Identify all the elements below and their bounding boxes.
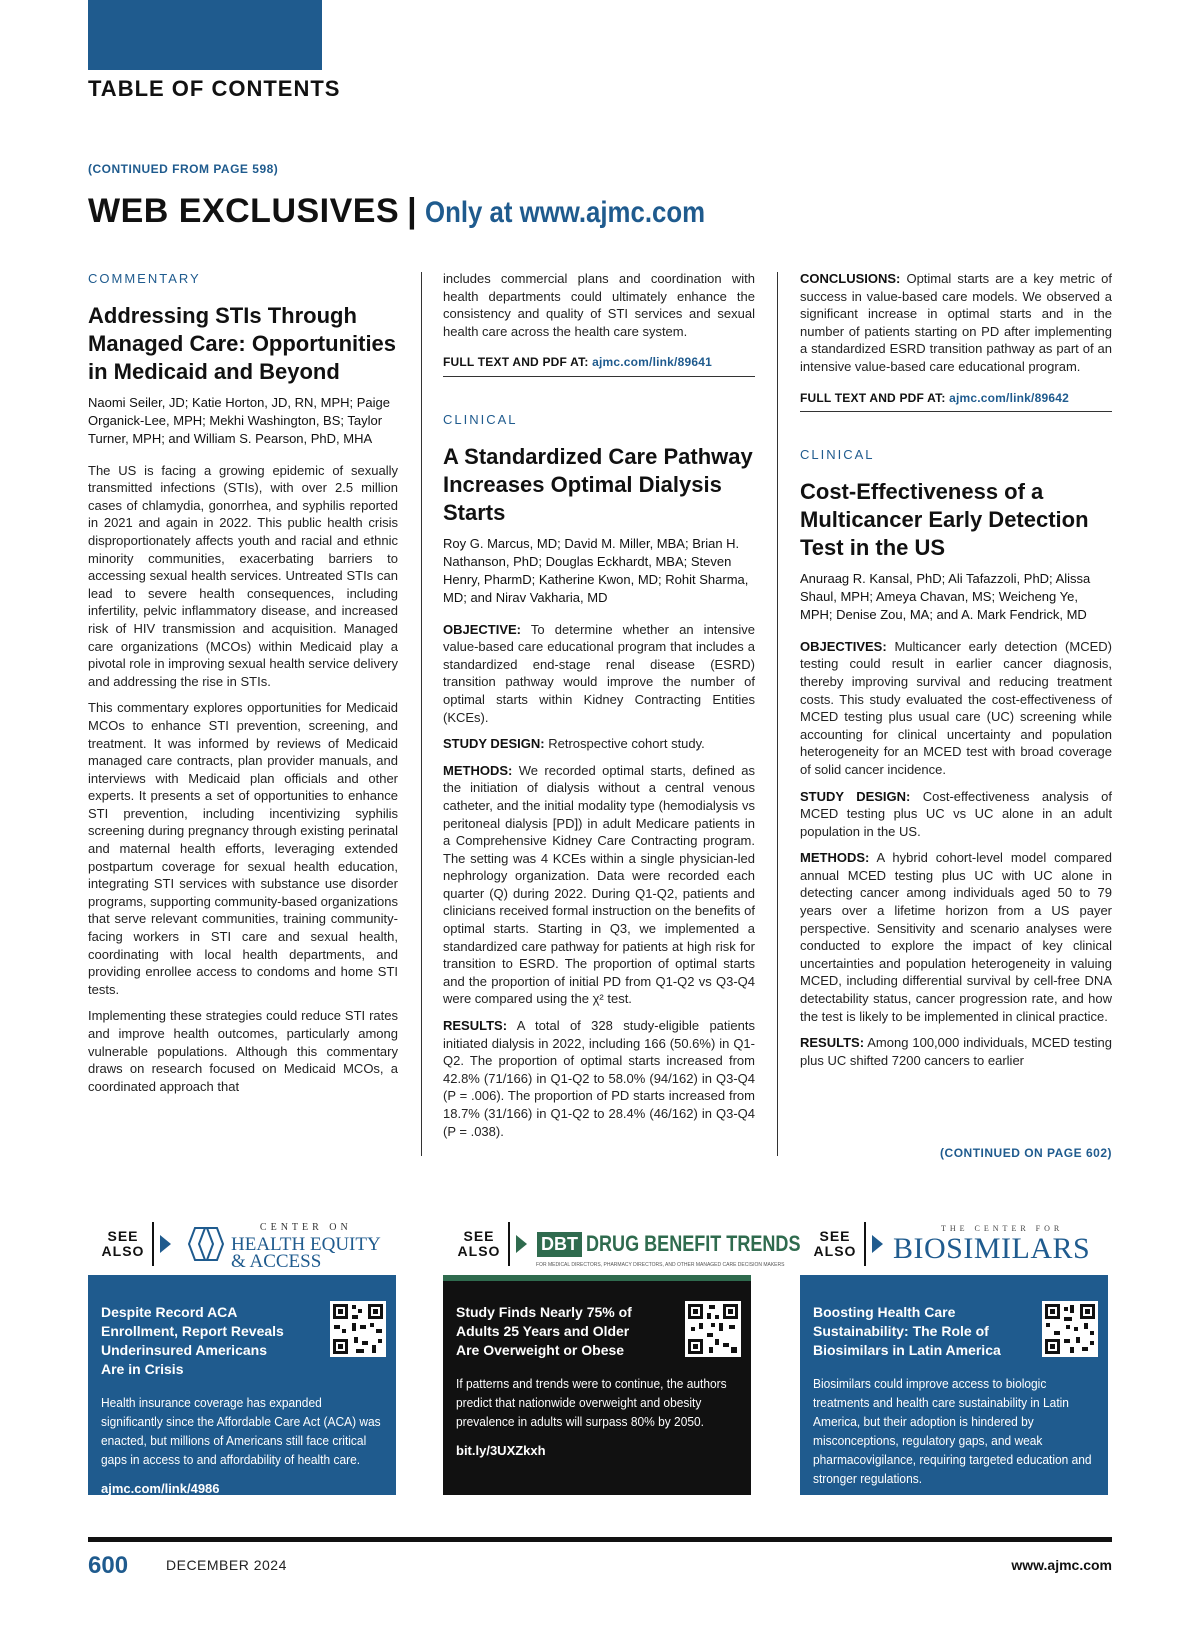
article-column-1 [88,270,398,1104]
promo-card[interactable] [800,1275,1108,1515]
health-equity-logo [181,1219,381,1270]
section-heading: TABLE OF CONTENTS [88,76,341,101]
article-column-3 [800,270,1112,1078]
article-authors: Roy G. Marcus, MD; David M. Miller, MBA; Brian H. Nathanson, PhD; Douglas Eckhardt, MBA; Steven Henry, PharmD; Katherine Kwon, MD; Rohit Sharma, MD; and Nirav Vakharia, MD [443,535,749,605]
see-also-label: SEE ALSO [101,1228,145,1259]
brand-big: BIOSIMILARS [893,1231,1091,1265]
fulltext-label: FULL TEXT AND PDF AT: [800,390,946,405]
brand-tagline: FOR MEDICAL DIRECTORS, PHARMACY DIRECTORS, AND OTHER MANAGED CARE DECISION MAKERS [536,1262,785,1268]
footer-site-link[interactable]: www.ajmc.com [1011,1557,1112,1573]
promo-card-title: Despite Record ACA Enrollment, Report Reveals Underinsured Americans Are in Crisis [101,1304,284,1377]
see-also-label: SEE ALSO [813,1228,857,1259]
article-title: Cost-Effectiveness of a Multicancer Early Detection Test in the US [800,478,1089,560]
abstract-study-design: STUDY DESIGN: Cost-effectiveness analysis of MCED testing plus UC vs UC alone in an adult population in the US. [800,788,1112,839]
promo-card-body: If patterns and trends were to continue, the authors predict that nationwide overweight and obesity prevalence in adults will surpass 80% by 2050. [456,1376,727,1429]
biosimilars-logo [893,1224,1090,1265]
brand-box: DBT [537,1232,582,1257]
title-separator: | [407,192,417,230]
article-paragraph: Implementing these strategies could reduce STI rates and improve health outcomes, particularly among vulnerable populations. Although this commentary draws on research focused on Medicaid MCOs, a coordinated approach that [88,1008,398,1094]
column-divider [777,272,778,1156]
article-paragraph: This commentary explores opportunities for Medicaid MCOs to enhance STI prevention, screening, and treatment. It was informed by reviews of Medicaid managed care contracts, plan provider manuals, and interviews with Medicaid plan officials and other experts. It presents a set of opportunities to enhance STI prevention, including incentivizing syphilis screening during pregnancy through existing perinatal and maternal health efforts, leveraging extended postpartum coverage for sexual health education, integrating STI services with substance use disorder programs, supporting community-based organizations that serve relevant communities, training community-facing workers in STI care and sexual health, coordinating with local health departments, and providing enrollee access to condoms and home STI tests. [88,700,398,997]
article-title: A Standardized Care Pathway Increases Optimal Dialysis Starts [443,443,753,525]
article-category: CLINICAL [800,447,875,463]
article-authors: Anuraag R. Kansal, PhD; Ali Tafazzoli, PhD; Alissa Shaul, MPH; Ameya Chavan, MS; Weicheng Ye, MPH; Denise Zou, MA; and A. Mark Fendrick, MD [800,570,1091,622]
abstract-methods: METHODS: A hybrid cohort-level model compared annual MCED testing plus UC with UC alone in detecting cancer among individuals aged 50 to 79 years over a lifetime horizon from a US payer perspective. Sensitivity and scenario analyses were conducted to explore the impact of key clinical uncertainties and population heterogeneity in valuing MCED, including differential survival by cell-free DNA detectability status, cancer progression rate, and how the test is likely to be implemented in clinical practice. [800,850,1112,1024]
article-paragraph: includes commercial plans and coordination with health departments could ultimately enhance the consistency and quality of STI services and sexual health care across the health care system. [443,271,755,339]
article-title: Addressing STIs Through Managed Care: Opportunities in Medicaid and Beyond [88,302,397,384]
column-divider [421,272,422,1156]
article-category: CLINICAL [443,411,518,427]
arrow-icon [516,1235,527,1253]
page-title-url[interactable]: Only at www.ajmc.com [424,196,705,229]
fulltext-label: FULL TEXT AND PDF AT: [443,355,589,370]
brand-line-2: & ACCESS [231,1250,322,1272]
fulltext-link[interactable]: ajmc.com/link/89642 [949,390,1069,405]
promo-card-title: Study Finds Nearly 75% of Adults 25 Years and Older Are Overweight or Obese [456,1304,632,1358]
promo-card-body: Biosimilars could improve access to biologic treatments and health care sustainability in Latin America, but their adoption is hindered by misconceptions, regulatory gaps, and weak pharmacovigilance, requiring targeted education and stronger regulations. [813,1376,1092,1486]
abstract-results: RESULTS: Among 100,000 individuals, MCED testing plus UC shifted 7200 cancers to earlier [800,1035,1112,1068]
drug-benefit-trends-logo [536,1231,848,1268]
qr-code-icon[interactable] [1042,1301,1098,1357]
continued-on-note: (CONTINUED ON PAGE 602) [940,1146,1112,1160]
abstract-study-design: STUDY DESIGN: Retrospective cohort study. [443,736,705,752]
article-authors: Naomi Seiler, JD; Katie Horton, JD, RN, MPH; Paige Organick-Lee, MPH; Mekhi Washington, BS; Taylor Turner, MPH; and William S. Pearson, PhD, MHA [88,394,390,446]
article-paragraph: The US is facing a growing epidemic of sexually transmitted infections (STIs), with over 2.5 million cases of chlamydia, gonorrhea, and syphilis reported in 2021 and again in 2022. This public health crisis disproportionately affects youth and racial and ethnic minority communities, exacerbating barriers to accessing sexual health services. Untreated STIs can lead to severe health consequences, including infertility, pelvic inflammatory disease, and increased risk of HIV transmission and acquisition. Managed care organizations (MCOs) within Medicaid play a pivotal role in improving sexual health service delivery and addressing the rise in STIs. [88,462,398,689]
brand-small: THE CENTER FOR [941,1223,1064,1233]
issue-date: DECEMBER 2024 [166,1557,287,1573]
abstract-objective: OBJECTIVE: To determine whether an intensive value-based care educational program that includes a standardized end-stage renal disease (ESRD) transition pathway would improve the number of optimal starts within Kidney Contracting Entities (KCEs). [443,621,755,725]
divider [864,1222,866,1266]
promo-card-link[interactable]: centerforbiosimilars.com/link/162 [813,1500,1020,1515]
see-also-biosimilars[interactable] [812,1216,1090,1272]
hexagon-logo-icon [181,1222,225,1266]
arrow-icon [872,1235,883,1253]
footer-rule [88,1537,1112,1542]
page-title-main: WEB EXCLUSIVES [88,192,400,230]
brand-name: DRUG BENEFIT TRENDS [586,1231,801,1256]
abstract-methods: METHODS: We recorded optimal starts, defined as the initiation of dialysis without a central venous catheter, and the initial modality type (hemodialysis vs peritoneal dialysis [PD]) in adult Medicare patients in a Comprehensive Kidney Care Contracting program. The setting was 4 KCEs within a single physician-led nephrology organization. Data were recorded each quarter (Q) during 2022. During Q1-Q2, patients and clinicians received formal instruction on the benefits of optimal starts. Starting in Q3, we implemented a standardized care pathway for patients at high risk for transition to ESRD. The proportion of optimal starts and the proportion of initial PD from Q1-Q2 vs Q3-Q4 were compared using the χ² test. [443,762,755,1007]
promo-card[interactable] [88,1275,396,1495]
abstract-objectives: OBJECTIVES: Multicancer early detection (MCED) testing could result in earlier cancer diagnosis, thereby improving survival and reducing treatment costs. This study evaluated the cost-effectiveness of MCED testing plus usual care (UC) screening while accounting for clinical uncertainty and population heterogeneity for an MCED test with broad coverage of solid cancer incidence. [800,638,1112,777]
fulltext-link-row [443,354,755,377]
brand-small: CENTER ON [259,1221,352,1233]
arrow-icon [160,1235,171,1253]
header-color-block [88,0,322,70]
qr-code-icon[interactable] [685,1301,741,1357]
see-also-drug-benefit-trends[interactable] [456,1216,848,1272]
promo-card-body: Health insurance coverage has expanded significantly since the Affordable Care Act (ACA) was enacted, but millions of Americans still face critical gaps in access to and affordability of health care. [101,1395,381,1467]
divider [152,1222,154,1266]
qr-code-icon[interactable] [330,1301,386,1357]
brand-line-1: HEALTH EQUITY [231,1233,381,1255]
page-title [88,192,750,231]
article-category: COMMENTARY [88,271,201,286]
fulltext-link-row [800,390,1112,413]
article-column-2 [443,270,755,1149]
abstract-conclusions: CONCLUSIONS: Optimal starts are a key metric of success in value-based care models. We observed a significant increase in optimal starts and in the number of patients starting on PD after implementing a standardized ESRD transition pathway as part of an intensive value-based care educational program. [800,271,1112,374]
page-number: 600 [88,1552,129,1579]
see-also-label: SEE ALSO [457,1228,501,1259]
fulltext-link[interactable]: ajmc.com/link/89641 [592,355,712,370]
promo-card-title: Boosting Health Care Sustainability: The Role of Biosimilars in Latin America [813,1304,1001,1358]
promo-card[interactable] [443,1275,751,1495]
promo-card-link[interactable]: bit.ly/3UXZkxh [456,1443,546,1458]
promo-card-link[interactable]: ajmc.com/link/4986 [101,1481,220,1496]
see-also-health-equity[interactable] [100,1216,381,1272]
divider [508,1222,510,1266]
continued-from-note: (CONTINUED FROM PAGE 598) [88,162,279,176]
abstract-results: RESULTS: A total of 328 study-eligible patients initiated dialysis in 2022, including 166 (50.6%) in Q1-Q2. The proportion of optimal starts increased from 42.8% (71/166) in Q1-Q2 to 58.0% (94/162) in Q3-Q4 (P = .006). The proportion of PD starts increased from 18.7% (31/166) in Q1-Q2 to 28.4% (46/162) in Q3-Q4 (P = .038). [443,1018,755,1139]
